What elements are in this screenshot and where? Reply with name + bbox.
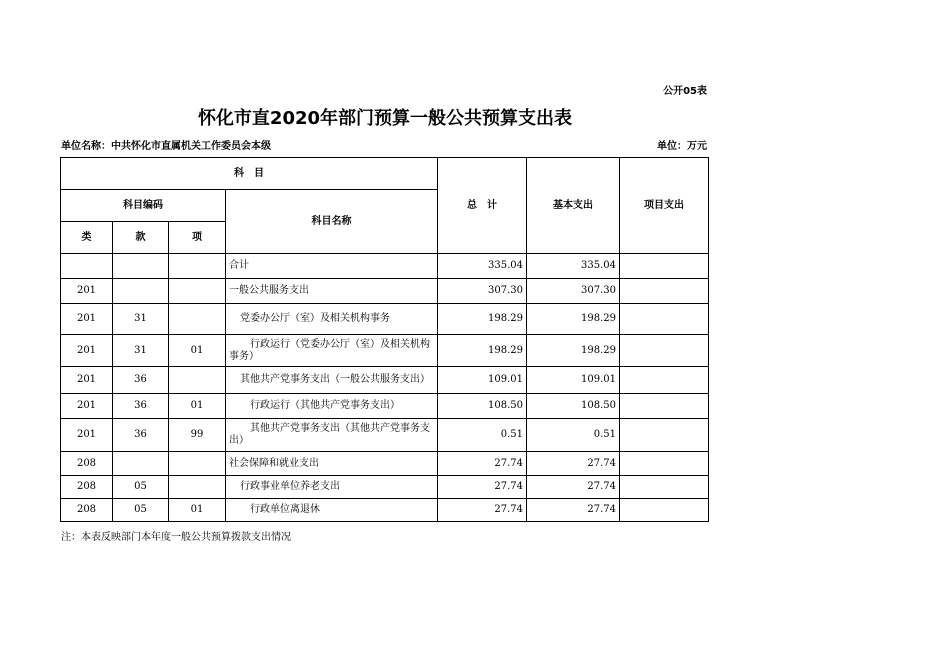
table-row <box>61 476 709 499</box>
total-cell: 108.50 <box>438 394 527 419</box>
table-row <box>61 367 709 394</box>
kuan-cell: 31 <box>113 335 169 367</box>
footnote: 注：本表反映部门本年度一般公共预算拨款支出情况 <box>61 532 291 543</box>
subject-name-cell: 社会保障和就业支出 <box>226 452 438 476</box>
project-cell <box>620 304 709 335</box>
xiang-cell <box>169 476 226 499</box>
subject-name-cell: 行政运行（党委办公厅（室）及相关机构事务） <box>226 335 438 367</box>
lei-cell: 201 <box>61 367 113 394</box>
xiang-cell: 99 <box>169 419 226 452</box>
basic-cell: 198.29 <box>527 304 620 335</box>
total-cell: 307.30 <box>438 279 527 304</box>
subject-name-cell: 党委办公厅（室）及相关机构事务 <box>226 304 438 335</box>
table-row <box>61 394 709 419</box>
kuan-cell: 05 <box>113 476 169 499</box>
xiang-cell <box>169 279 226 304</box>
subject-name-cell: 其他共产党事务支出（其他共产党事务支出） <box>226 419 438 452</box>
project-cell <box>620 279 709 304</box>
xiang-cell <box>169 452 226 476</box>
table-row <box>61 254 709 279</box>
basic-cell: 27.74 <box>527 452 620 476</box>
page-title: 怀化市直2020年部门预算一般公共预算支出表 <box>197 108 573 129</box>
subject-name-cell: 行政事业单位养老支出 <box>226 476 438 499</box>
subject-name-cell: 行政单位离退休 <box>226 499 438 522</box>
lei-cell <box>61 254 113 279</box>
xiang-cell <box>169 254 226 279</box>
project-cell <box>620 419 709 452</box>
kuan-header: 款 <box>113 222 169 254</box>
basic-cell: 109.01 <box>527 367 620 394</box>
lei-header: 类 <box>61 222 113 254</box>
basic-cell: 27.74 <box>527 476 620 499</box>
basic-expense-header: 基本支出 <box>527 158 620 254</box>
xiang-cell: 01 <box>169 394 226 419</box>
table-row <box>61 304 709 335</box>
kuan-cell <box>113 254 169 279</box>
total-cell: 27.74 <box>438 499 527 522</box>
kuan-cell <box>113 452 169 476</box>
budget-table <box>60 157 709 522</box>
unit-label: 单位：万元 <box>657 141 707 152</box>
project-cell <box>620 335 709 367</box>
lei-cell: 208 <box>61 499 113 522</box>
lei-cell: 208 <box>61 476 113 499</box>
table-row <box>61 499 709 522</box>
basic-cell: 198.29 <box>527 335 620 367</box>
basic-cell: 108.50 <box>527 394 620 419</box>
table-row <box>61 452 709 476</box>
total-cell: 27.74 <box>438 452 527 476</box>
kuan-cell: 05 <box>113 499 169 522</box>
unit-name: 单位名称：中共怀化市直属机关工作委员会本级 <box>61 141 271 152</box>
kuan-cell: 36 <box>113 419 169 452</box>
basic-cell: 27.74 <box>527 499 620 522</box>
project-cell <box>620 452 709 476</box>
lei-cell: 201 <box>61 394 113 419</box>
table-row <box>61 335 709 367</box>
subject-name-cell: 其他共产党事务支出（一般公共服务支出） <box>226 367 438 394</box>
table-row <box>61 279 709 304</box>
xiang-cell <box>169 304 226 335</box>
kuan-cell: 36 <box>113 394 169 419</box>
total-header: 总 计 <box>438 158 527 254</box>
xiang-cell <box>169 367 226 394</box>
kuan-cell: 31 <box>113 304 169 335</box>
project-cell <box>620 476 709 499</box>
xiang-header: 项 <box>169 222 226 254</box>
form-number: 公开05表 <box>663 86 707 97</box>
basic-cell: 335.04 <box>527 254 620 279</box>
total-cell: 0.51 <box>438 419 527 452</box>
lei-cell: 201 <box>61 419 113 452</box>
basic-cell: 307.30 <box>527 279 620 304</box>
project-expense-header: 项目支出 <box>620 158 709 254</box>
subject-header: 科 目 <box>61 158 438 190</box>
project-cell <box>620 367 709 394</box>
project-cell <box>620 499 709 522</box>
lei-cell: 201 <box>61 279 113 304</box>
header-row-1 <box>61 158 709 190</box>
total-cell: 198.29 <box>438 335 527 367</box>
lei-cell: 201 <box>61 304 113 335</box>
total-cell: 198.29 <box>438 304 527 335</box>
project-cell <box>620 254 709 279</box>
subject-name-cell: 行政运行（其他共产党事务支出） <box>226 394 438 419</box>
lei-cell: 208 <box>61 452 113 476</box>
code-header: 科目编码 <box>61 190 226 222</box>
basic-cell: 0.51 <box>527 419 620 452</box>
table-row <box>61 419 709 452</box>
subject-name-header: 科目名称 <box>226 190 438 254</box>
total-cell: 27.74 <box>438 476 527 499</box>
kuan-cell: 36 <box>113 367 169 394</box>
xiang-cell: 01 <box>169 335 226 367</box>
project-cell <box>620 394 709 419</box>
total-cell: 109.01 <box>438 367 527 394</box>
lei-cell: 201 <box>61 335 113 367</box>
xiang-cell: 01 <box>169 499 226 522</box>
subject-name-cell: 一般公共服务支出 <box>226 279 438 304</box>
total-cell: 335.04 <box>438 254 527 279</box>
subject-name-cell: 合计 <box>226 254 438 279</box>
kuan-cell <box>113 279 169 304</box>
